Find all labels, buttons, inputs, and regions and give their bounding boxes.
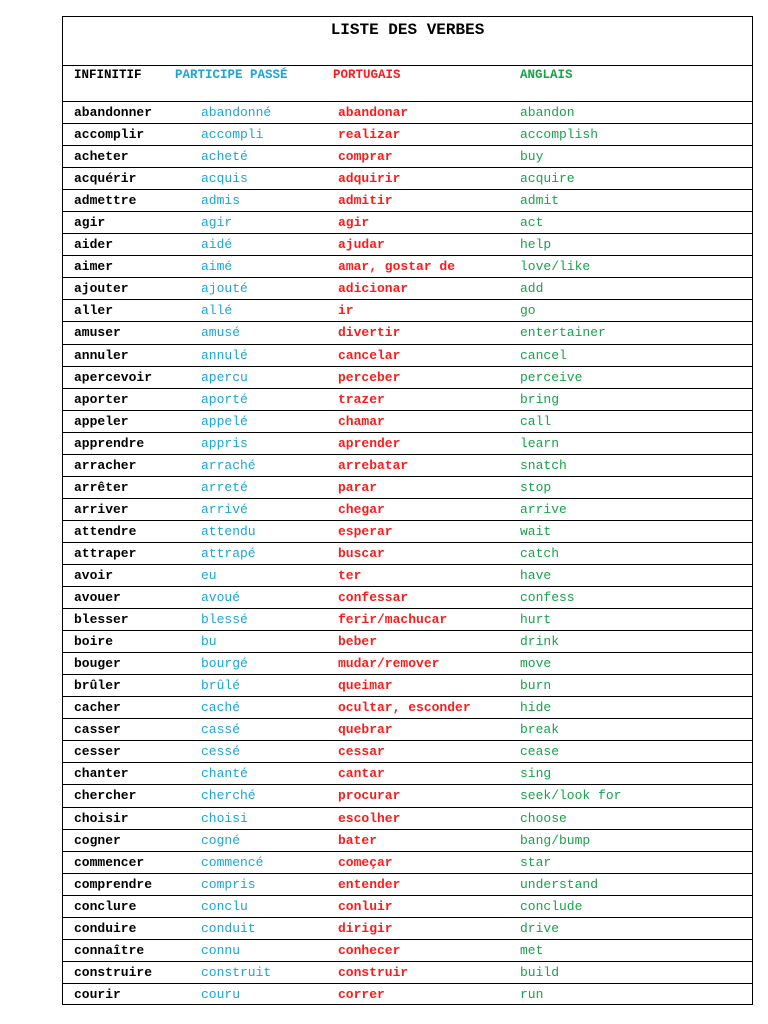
cell-participe-passe: bourgé — [201, 656, 248, 672]
cell-anglais: drink — [520, 634, 560, 650]
cell-portugais: aprender — [338, 435, 401, 451]
cell-participe-passe: bu — [201, 634, 217, 650]
table-row — [63, 852, 752, 874]
table-row — [63, 874, 752, 896]
cell-portugais: arrebatar — [338, 457, 409, 473]
cell-participe-passe: appris — [201, 435, 248, 451]
header-portugais: PORTUGAIS — [333, 68, 401, 82]
cell-portugais: entender — [338, 876, 401, 892]
cell-participe-passe: cessé — [201, 744, 241, 760]
cell-infinitif: abandonner — [74, 105, 153, 120]
cell-anglais: break — [520, 722, 560, 738]
cell-anglais: entertainer — [520, 325, 606, 341]
cell-anglais: understand — [520, 876, 599, 892]
cell-participe-passe: apercu — [201, 369, 248, 385]
cell-participe-passe: connu — [201, 942, 241, 958]
cell-anglais: cease — [520, 744, 560, 760]
cell-anglais: bang/bump — [520, 832, 591, 848]
cell-infinitif: appeler — [74, 413, 129, 429]
table-row — [63, 830, 752, 852]
cell-participe-passe: cassé — [201, 722, 241, 738]
cell-portugais: buscar — [338, 545, 385, 561]
cell-participe-passe: admis — [201, 193, 241, 209]
cell-infinitif: arriver — [74, 501, 129, 517]
cell-infinitif: boire — [74, 634, 114, 650]
cell-infinitif: accomplir — [74, 127, 145, 143]
cell-portugais: cantar — [338, 766, 385, 782]
cell-infinitif: chercher — [74, 788, 137, 804]
cell-portugais: beber — [338, 634, 378, 650]
cell-infinitif: connaître — [74, 942, 145, 958]
cell-anglais: add — [520, 281, 544, 297]
cell-participe-passe: commencé — [201, 854, 264, 870]
cell-portugais: parar — [338, 479, 378, 495]
cell-anglais: act — [520, 215, 544, 231]
table-row — [63, 389, 752, 411]
header-anglais: ANGLAIS — [520, 68, 573, 82]
cell-participe-passe: aimé — [201, 259, 233, 275]
table-row — [63, 631, 752, 653]
cell-portugais: trazer — [338, 391, 385, 407]
cell-participe-passe: acheté — [201, 149, 248, 165]
cell-infinitif: attendre — [74, 523, 137, 539]
cell-infinitif: cesser — [74, 744, 121, 760]
cell-portugais: escolher — [338, 810, 401, 826]
cell-participe-passe: allé — [201, 303, 233, 319]
cell-portugais: queimar — [338, 678, 393, 694]
header-participe-passe: PARTICIPE PASSÉ — [175, 68, 288, 82]
cell-portugais: conhecer — [338, 942, 401, 958]
cell-participe-passe: appelé — [201, 413, 248, 429]
cell-anglais: met — [520, 942, 544, 958]
cell-participe-passe: acquis — [201, 171, 248, 187]
cell-participe-passe: agir — [201, 215, 233, 231]
cell-portugais: dirigir — [338, 920, 393, 936]
cell-infinitif: annuler — [74, 347, 129, 363]
cell-anglais: perceive — [520, 369, 583, 385]
cell-portugais: admitir — [338, 193, 393, 209]
cell-portugais: ir — [338, 303, 354, 319]
cell-participe-passe: avoué — [201, 590, 241, 606]
cell-participe-passe: conclu — [201, 898, 248, 914]
cell-anglais: choose — [520, 810, 567, 826]
cell-portugais: agir — [338, 215, 370, 231]
cell-infinitif: aimer — [74, 259, 114, 275]
cell-portugais: conluir — [338, 898, 393, 914]
cell-participe-passe: amusé — [201, 325, 241, 341]
cell-portugais: abandonar — [338, 105, 409, 120]
cell-infinitif: comprendre — [74, 876, 153, 892]
cell-anglais: wait — [520, 523, 552, 539]
cell-infinitif: construire — [74, 964, 153, 980]
cell-portugais: adicionar — [338, 281, 409, 297]
cell-participe-passe: couru — [201, 986, 241, 1002]
table-row — [63, 808, 752, 830]
cell-portugais: amar, gostar de — [338, 259, 456, 275]
table-row — [63, 102, 752, 124]
cell-anglais: build — [520, 964, 560, 980]
cell-infinitif: cacher — [74, 700, 121, 716]
cell-participe-passe: caché — [201, 700, 241, 716]
table-row — [63, 609, 752, 631]
cell-anglais: bring — [520, 391, 560, 407]
cell-anglais: sing — [520, 766, 552, 782]
cell-infinitif: arracher — [74, 457, 137, 473]
table-row — [63, 543, 752, 565]
table-row — [63, 741, 752, 763]
cell-participe-passe: accompli — [201, 127, 264, 143]
cell-participe-passe: arreté — [201, 479, 248, 495]
cell-anglais: seek/look for — [520, 788, 622, 804]
cell-infinitif: apprendre — [74, 435, 145, 451]
cell-portugais: cancelar — [338, 347, 401, 363]
cell-anglais: help — [520, 237, 552, 253]
column-header-row — [63, 65, 752, 102]
cell-portugais: ocultar, esconder — [338, 700, 471, 716]
cell-anglais: run — [520, 986, 544, 1002]
cell-infinitif: apercevoir — [74, 369, 153, 385]
cell-participe-passe: blessé — [201, 612, 248, 628]
table-row — [63, 411, 752, 433]
table-row — [63, 212, 752, 234]
cell-portugais: divertir — [338, 325, 401, 341]
cell-infinitif: conclure — [74, 898, 137, 914]
table-row — [63, 322, 752, 344]
cell-infinitif: acquérir — [74, 171, 137, 187]
table-row — [63, 940, 752, 962]
cell-participe-passe: brûlé — [201, 678, 241, 694]
table-row — [63, 278, 752, 300]
cell-infinitif: ajouter — [74, 281, 129, 297]
cell-portugais: correr — [338, 986, 385, 1002]
cell-infinitif: brûler — [74, 678, 121, 694]
cell-infinitif: aider — [74, 237, 114, 253]
cell-infinitif: agir — [74, 215, 106, 231]
cell-portugais: esperar — [338, 523, 393, 539]
cell-infinitif: avoir — [74, 567, 114, 583]
table-row — [63, 499, 752, 521]
cell-infinitif: blesser — [74, 612, 129, 628]
table-row — [63, 168, 752, 190]
table-row — [63, 785, 752, 807]
cell-participe-passe: annulé — [201, 347, 248, 363]
cell-participe-passe: arrivé — [201, 501, 248, 517]
table-row — [63, 565, 752, 587]
table-row — [63, 675, 752, 697]
cell-anglais: call — [520, 413, 552, 429]
cell-portugais: realizar — [338, 127, 401, 143]
cell-anglais: buy — [520, 149, 544, 165]
cell-infinitif: attraper — [74, 545, 137, 561]
table-row — [63, 719, 752, 741]
header-infinitif: INFINITIF — [74, 68, 142, 82]
table-row — [63, 124, 752, 146]
cell-participe-passe: aporté — [201, 391, 248, 407]
cell-anglais: abandon — [520, 105, 575, 120]
cell-infinitif: courir — [74, 986, 121, 1002]
cell-anglais: conclude — [520, 898, 583, 914]
cell-anglais: learn — [520, 435, 560, 451]
cell-infinitif: conduire — [74, 920, 137, 936]
table-row — [63, 433, 752, 455]
cell-anglais: catch — [520, 545, 560, 561]
cell-anglais: move — [520, 656, 552, 672]
cell-infinitif: bouger — [74, 656, 121, 672]
table-row — [63, 521, 752, 543]
cell-infinitif: choisir — [74, 810, 129, 826]
cell-portugais: quebrar — [338, 722, 393, 738]
cell-participe-passe: compris — [201, 876, 256, 892]
cell-infinitif: casser — [74, 722, 121, 738]
cell-infinitif: aporter — [74, 391, 129, 407]
title-block — [63, 17, 752, 66]
cell-anglais: hurt — [520, 612, 552, 628]
cell-anglais: burn — [520, 678, 552, 694]
table-row — [63, 455, 752, 477]
cell-participe-passe: cherché — [201, 788, 256, 804]
cell-portugais: perceber — [338, 369, 401, 385]
cell-participe-passe: attrapé — [201, 545, 256, 561]
cell-infinitif: amuser — [74, 325, 121, 341]
cell-anglais: stop — [520, 479, 552, 495]
cell-anglais: accomplish — [520, 127, 599, 143]
cell-portugais: construir — [338, 964, 409, 980]
table-row — [63, 477, 752, 499]
cell-portugais: confessar — [338, 590, 409, 606]
cell-anglais: confess — [520, 590, 575, 606]
verb-list-document — [62, 16, 753, 1005]
cell-anglais: admit — [520, 193, 560, 209]
cell-portugais: começar — [338, 854, 393, 870]
cell-participe-passe: chanté — [201, 766, 248, 782]
cell-portugais: ter — [338, 567, 362, 583]
cell-infinitif: arrêter — [74, 479, 129, 495]
cell-anglais: star — [520, 854, 552, 870]
table-row — [63, 256, 752, 278]
verb-table-body — [63, 102, 752, 1006]
cell-portugais: chegar — [338, 501, 385, 517]
cell-anglais: go — [520, 303, 536, 319]
table-row — [63, 962, 752, 984]
cell-portugais: adquirir — [338, 171, 401, 187]
table-row — [63, 918, 752, 940]
cell-infinitif: chanter — [74, 766, 129, 782]
table-row — [63, 146, 752, 168]
table-row — [63, 345, 752, 367]
cell-participe-passe: eu — [201, 567, 217, 583]
cell-anglais: snatch — [520, 457, 567, 473]
cell-participe-passe: cogné — [201, 832, 241, 848]
cell-portugais: chamar — [338, 413, 385, 429]
table-row — [63, 653, 752, 675]
table-row — [63, 367, 752, 389]
cell-participe-passe: attendu — [201, 523, 256, 539]
cell-anglais: love/like — [520, 259, 591, 275]
table-row — [63, 190, 752, 212]
table-row — [63, 763, 752, 785]
cell-infinitif: commencer — [74, 854, 145, 870]
cell-infinitif: acheter — [74, 149, 129, 165]
table-row — [63, 587, 752, 609]
table-row — [63, 984, 752, 1006]
page-title: LISTE DES VERBES — [330, 21, 485, 39]
cell-anglais: have — [520, 567, 552, 583]
table-row — [63, 234, 752, 256]
cell-portugais: comprar — [338, 149, 393, 165]
cell-participe-passe: ajouté — [201, 281, 248, 297]
cell-anglais: hide — [520, 700, 552, 716]
cell-infinitif: avouer — [74, 590, 121, 606]
cell-portugais: ajudar — [338, 237, 385, 253]
cell-participe-passe: construit — [201, 964, 272, 980]
table-row — [63, 697, 752, 719]
cell-participe-passe: arraché — [201, 457, 256, 473]
cell-portugais: bater — [338, 832, 378, 848]
cell-anglais: drive — [520, 920, 560, 936]
cell-anglais: arrive — [520, 501, 567, 517]
cell-anglais: acquire — [520, 171, 575, 187]
cell-portugais: mudar/remover — [338, 656, 440, 672]
cell-portugais: ferir/machucar — [338, 612, 448, 628]
cell-infinitif: admettre — [74, 193, 137, 209]
cell-participe-passe: conduit — [201, 920, 256, 936]
cell-participe-passe: choisi — [201, 810, 248, 826]
cell-participe-passe: aidé — [201, 237, 233, 253]
cell-infinitif: cogner — [74, 832, 121, 848]
cell-portugais: cessar — [338, 744, 385, 760]
table-row — [63, 300, 752, 322]
cell-anglais: cancel — [520, 347, 567, 363]
cell-infinitif: aller — [74, 303, 114, 319]
cell-participe-passe: abandonné — [201, 105, 272, 120]
table-row — [63, 896, 752, 918]
cell-portugais: procurar — [338, 788, 401, 804]
